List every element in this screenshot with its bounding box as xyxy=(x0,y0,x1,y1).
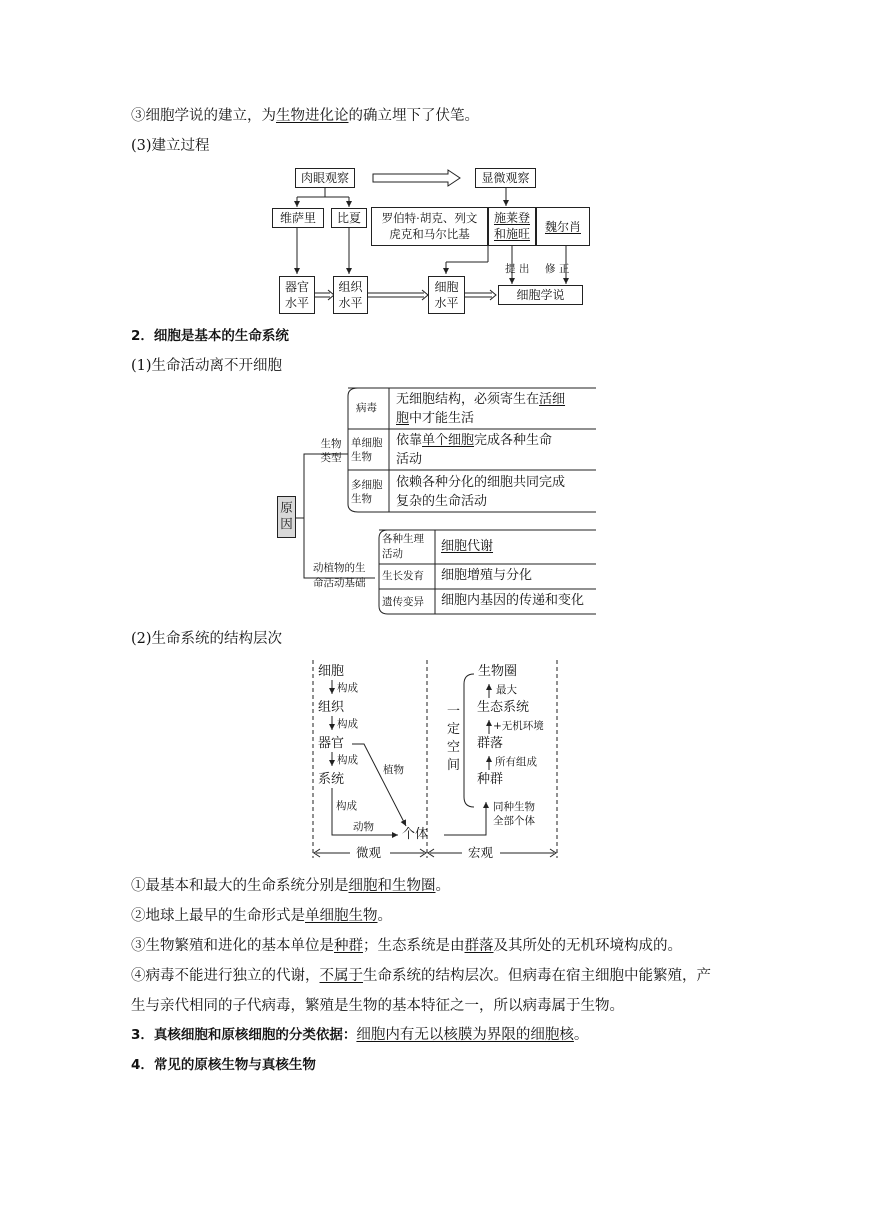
level-individual: 个体 xyxy=(402,827,429,842)
compose-2: 构成 xyxy=(337,718,358,730)
level-organ: 器官 xyxy=(318,736,345,751)
cell-level-box: 细胞 水平 xyxy=(428,276,465,314)
big-arrow xyxy=(373,170,460,186)
note-4: ④病毒不能进行独立的代谢，不属于生命系统的结构层次。但病毒在宿主细胞中能繁殖，产 xyxy=(131,968,711,984)
animal-label: 动物 xyxy=(353,821,374,833)
growth-label: 生长发育 xyxy=(382,570,424,582)
level-cell: 细胞 xyxy=(318,664,345,679)
intro-underlined: 生物进化论 xyxy=(276,108,349,124)
bichat-box: 比夏 xyxy=(331,208,367,228)
heading-2: 2．细胞是基本的生命系统 xyxy=(131,328,289,344)
fixed-space-label: 一 定 空 间 xyxy=(447,704,461,773)
level-population: 种群 xyxy=(477,772,504,787)
all-groups-label: 所有组成 xyxy=(495,756,537,768)
macro-label: 宏观 xyxy=(468,845,494,860)
compose-4: 构成 xyxy=(336,800,357,812)
vesalius-box: 维萨里 xyxy=(272,208,324,228)
heredity-label: 遗传变异 xyxy=(382,596,424,608)
reason-box: 原 因 xyxy=(277,496,296,538)
organism-type-label: 生物 类型 xyxy=(320,438,342,464)
multicell-label: 多细胞 生物 xyxy=(351,479,383,505)
sub-heading-1: (1)生命活动离不开细胞 xyxy=(131,358,283,374)
sub-heading-2: (2)生命系统的结构层次 xyxy=(131,631,283,647)
tissue-level-box: 组织 水平 xyxy=(333,276,368,314)
virchow-box: 魏尔肖 xyxy=(536,207,590,246)
intro-suffix: 的确立埋下了伏笔。 xyxy=(348,108,479,124)
unicell-text: 依靠单个细胞完成各种生命 活动 xyxy=(396,433,553,467)
unicell-label: 单细胞 生物 xyxy=(351,437,383,463)
virus-text: 无细胞结构，必须寄生在活细 胞中才能生活 xyxy=(396,392,566,426)
micro-label: 微观 xyxy=(356,845,382,860)
level-ecosystem: 生态系统 xyxy=(477,700,530,715)
level-biosphere: 生物圈 xyxy=(478,664,518,679)
multicell-text: 依赖各种分化的细胞共同完成 复杂的生命活动 xyxy=(396,475,566,509)
same-species-label: 同种生物 全部个体 xyxy=(493,801,535,827)
naked-eye-box: 肉眼观察 xyxy=(295,168,355,188)
growth-text: 细胞增殖与分化 xyxy=(441,568,533,583)
compose-1: 构成 xyxy=(337,682,358,694)
activity-label: 各种生理 活动 xyxy=(382,533,424,560)
basis-label: 动植物的生 命活动基础 xyxy=(313,562,366,589)
heading-3: 3．真核细胞和原核细胞的分类依据：细胞内有无以核膜为界限的细胞核。 xyxy=(131,1027,589,1043)
note-2: ②地球上最早的生命形式是单细胞生物。 xyxy=(131,908,392,924)
virus-label: 病毒 xyxy=(356,402,377,414)
plus-env-label: +无机环境 xyxy=(493,720,544,732)
level-community: 群落 xyxy=(477,736,504,751)
cell-theory-box: 细胞学说 xyxy=(498,285,583,305)
intro-text: ③细胞学说的建立，为 xyxy=(131,108,276,124)
plant-label: 植物 xyxy=(383,764,404,776)
activity-text: 细胞代谢 xyxy=(441,539,494,554)
level-system: 系统 xyxy=(318,772,345,787)
compose-3: 构成 xyxy=(337,754,358,766)
section-3-heading: (3)建立过程 xyxy=(131,138,210,154)
level-tissue: 组织 xyxy=(318,700,345,715)
microscope-box: 显微观察 xyxy=(475,168,536,188)
hooke-box: 罗伯特·胡克、列文 虎克和马尔比基 xyxy=(371,207,488,246)
heredity-text: 细胞内基因的传递和变化 xyxy=(441,593,585,608)
heading-4: 4．常见的原核生物与真核生物 xyxy=(131,1057,316,1073)
organ-level-box: 器官 水平 xyxy=(279,276,315,314)
propose-label: 提 出 xyxy=(505,263,530,275)
note-3: ③生物繁殖和进化的基本单位是种群；生态系统是由群落及其所处的无机环境构成的。 xyxy=(131,938,682,954)
revise-label: 修 正 xyxy=(545,263,570,275)
schleiden-box: 施莱登 和施旺 xyxy=(488,207,536,246)
note-1: ①最基本和最大的生命系统分别是细胞和生物圈。 xyxy=(131,878,450,894)
note-4-continued: 生与亲代相同的子代病毒，繁殖是生物的基本特征之一，所以病毒属于生物。 xyxy=(131,998,624,1014)
largest-label: 最大 xyxy=(496,684,517,696)
